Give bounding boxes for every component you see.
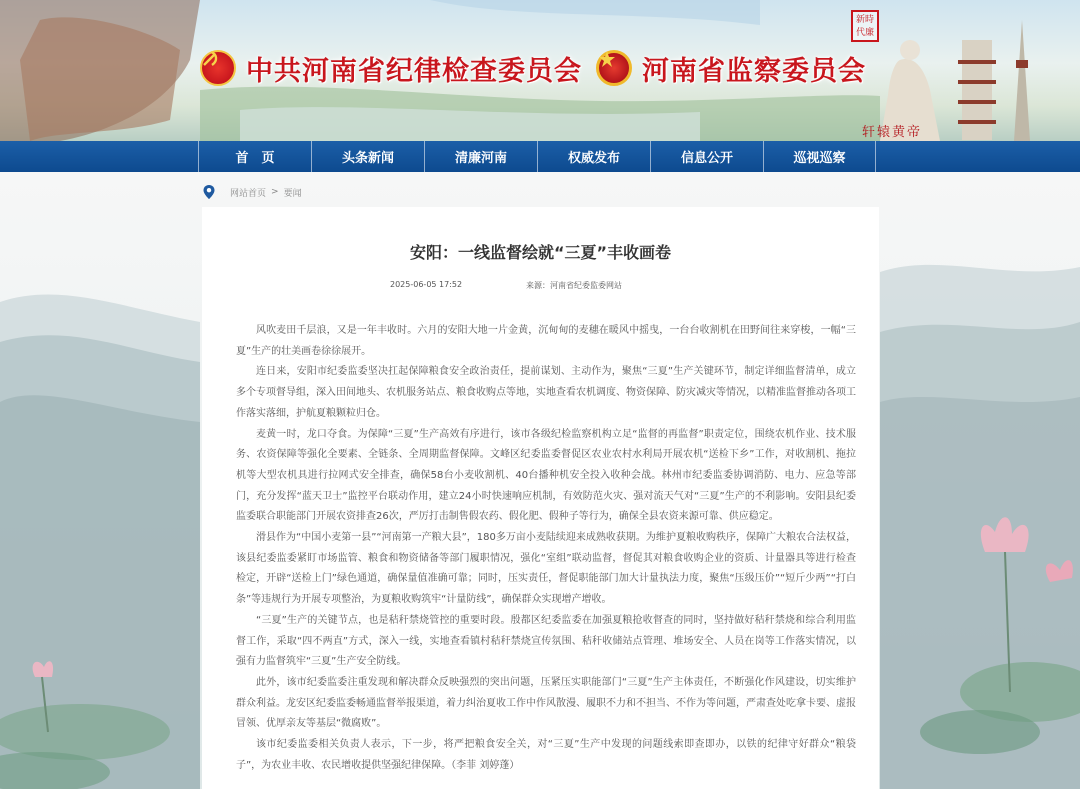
article-paragraph: “三夏”生产的关键节点，也是秸秆禁烧管控的重要时段。殷都区纪委监委在加强夏粮抢收督查的同时，坚持做好秸秆禁烧和综合利用监督工作，采取“四不两直”方式，深入一线，实地查看镇村秸秆禁烧宣传氛围、秸秆收储站点管理、堆场安全、人员在岗等工作落实情况，以强有力监督筑牢“三夏”生产安全防线。 <box>236 614 856 668</box>
calligraphy-text: 轩辕黄帝 <box>862 125 923 140</box>
location-pin-icon <box>202 184 216 200</box>
nav-list <box>198 141 876 172</box>
banner-title-party-commission <box>200 48 582 88</box>
banner-title-supervision-commission <box>596 48 866 88</box>
breadcrumb-home-link[interactable]: 网站首页 <box>230 188 267 199</box>
breadcrumb-current-link[interactable]: 要闻 <box>283 188 302 199</box>
tower-icon <box>958 20 1030 141</box>
article-paragraph: 此外，该市纪委监委注重发现和解决群众反映强烈的突出问题，压紧压实职能部门“三夏”生产主体责任，不断强化作风建设，切实维护群众利益。龙安区纪委监委畅通监督举报渠道，着力纠治夏收工作中作风散漫、履职不力和不担当、不作为等问题，严肃查处吃拿卡要、虚报冒领、优厚亲友等基层“微腐败”。 <box>236 676 856 730</box>
main-navigation <box>0 141 1080 172</box>
article-body <box>236 321 856 776</box>
article-title: 安阳：一线监督绘就“三夏”丰收画卷 <box>409 243 672 262</box>
national-emblem-icon <box>596 50 632 86</box>
article-paragraph: 滑县作为“中国小麦第一县”“河南第一产粮大县”，180多万亩小麦陆续迎来成熟收获期。为维护夏粮收购秩序，保障广大粮农合法权益，该县纪委监委紧盯市场监管、粮食和物资储备等部门履职情况，强化“室组”联动监督，督促其对粮食收购企业的资质、计量器具等进行检查检定，开辟“送检上门”绿色通道，确保量值准确可靠；同时，压实责任，督促职能部门加大计量执法力度，聚焦“压级压价”“短斤少两”“打白条”等违规行为开展专项整治，为夏粮收购筑牢“计量防线”，确保群众实现增产增收。 <box>236 532 856 606</box>
breadcrumb <box>202 184 302 200</box>
nav-item-info-disclosure[interactable]: 信息公开 <box>650 141 763 172</box>
nav-item-official-release[interactable]: 权威发布 <box>537 141 650 172</box>
banner-title-left-text: 中共河南省纪律检查委员会 <box>246 55 582 87</box>
article-paragraph: 连日来，安阳市纪委监委坚决扛起保障粮食安全政治责任，提前谋划、主动作为，聚焦“三夏”生产关键环节，制定详细监督清单，成立多个专项督导组，深入田间地头、农机服务站点、粮食收购点等地，实地查看农机调度、物资保障、防灾减灾等情况，以精准监督推动各项工作落实落细，护航夏粮颗粒归仓。 <box>236 366 856 419</box>
party-emblem-icon <box>200 50 236 86</box>
article-paragraph: 风吹麦田千层浪，又是一年丰收时。六月的安阳大地一片金黄，沉甸甸的麦穗在暖风中摇曳，一台台收割机在田野间往来穿梭，一幅“三夏”生产的壮美画卷徐徐展开。 <box>236 325 856 357</box>
banner-title-right-text: 河南省监察委员会 <box>642 55 866 87</box>
article-paragraph: 麦黄一时，龙口夺食。为保障“三夏”生产高效有序进行，该市各级纪检监察机构立足“监督的再监督”职责定位，围绕农机作业、技术服务、农资保障等强化全要素、全链条、全周期监督保障。文峰区纪委监委督促区农业农村水利局开展农机“送检下乡”工作，对收割机、拖拉机等大型农机具进行拉网式安全排查，确保58台小麦收割机、40台播种机安全投入收种会战。林州市纪委监委协调消防、电力、应急等部门，充分发挥“蓝天卫士”监控平台联动作用，建立24小时快速响应机制，有效防范火灾、强对流天气对“三夏”生产的不利影响。安阳县纪委监委联合职能部门开展农资排查26次，严厉打击制售假农药、假化肥、假种子等行为，确保全县农资来源可靠、供应稳定。 <box>236 428 856 523</box>
nav-item-inspection[interactable]: 巡视巡察 <box>763 141 876 172</box>
breadcrumb-separator: > <box>271 187 279 197</box>
seal-stamp: 新時代廉 <box>851 10 879 42</box>
nav-item-headlines[interactable]: 头条新闻 <box>311 141 424 172</box>
article-paragraph: 该市纪委监委相关负责人表示，下一步，将严把粮食安全关，对“三夏”生产中发现的问题线索即查即办，以铁的纪律守好群众“粮袋子”，为农业丰收、农民增收提供坚强纪律保障。（李菲 刘婷蓬） <box>236 739 856 771</box>
nav-item-home[interactable]: 首 页 <box>198 141 311 172</box>
header-banner <box>0 0 1080 141</box>
article-date: 2025-06-05 17:52 <box>390 280 463 289</box>
article-source: 来源：河南省纪委监委网站 <box>526 281 622 290</box>
nav-item-clean-henan[interactable]: 清廉河南 <box>424 141 537 172</box>
article-panel <box>202 207 879 789</box>
